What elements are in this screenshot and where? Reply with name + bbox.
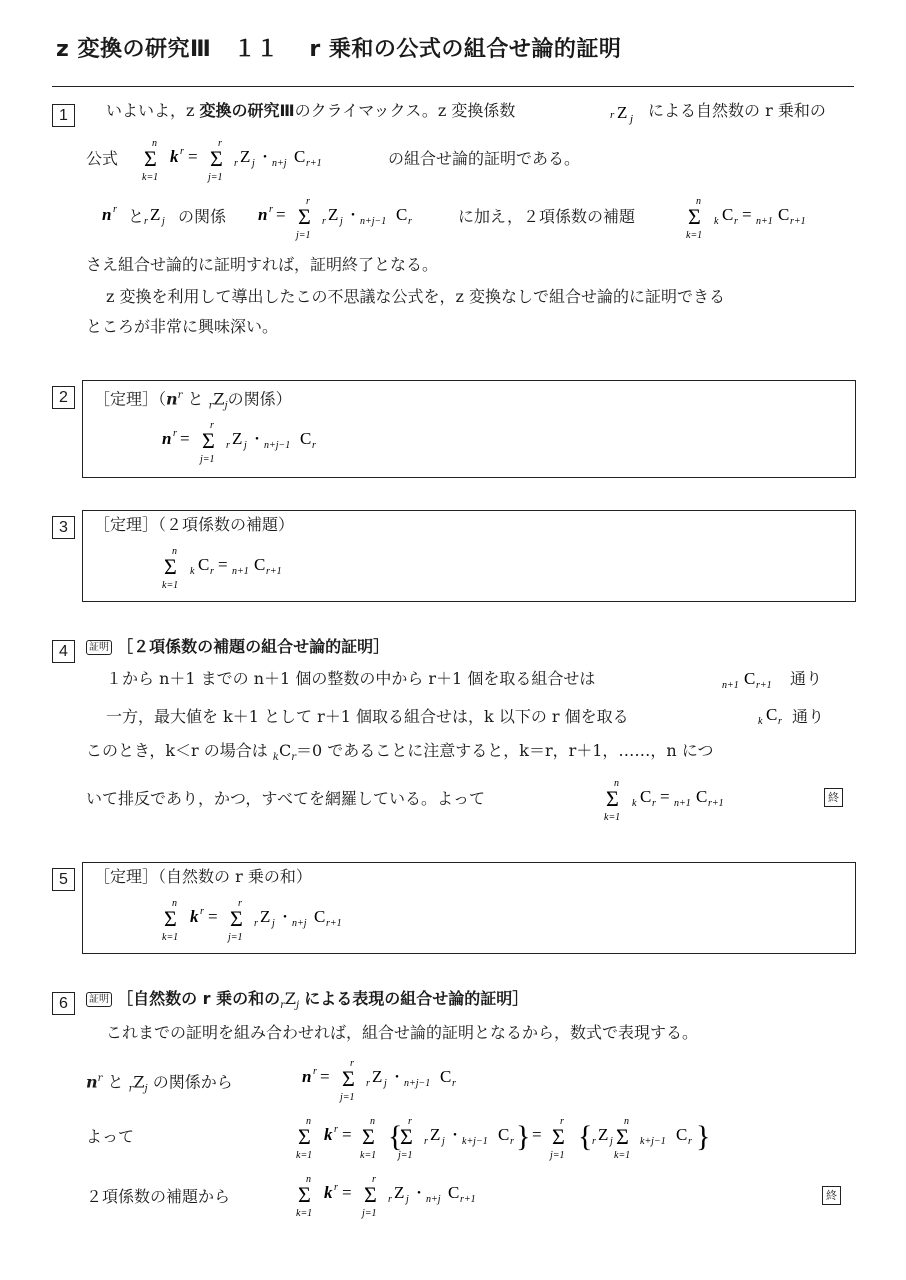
sum2-lower: j=1	[362, 1208, 377, 1219]
dot: ・	[258, 151, 272, 166]
s1-line4: さえ組合せ論的に証明すれば，証明終了となる。	[86, 255, 439, 274]
r-exp: r	[173, 428, 177, 439]
sum-sign: Σ	[202, 428, 215, 453]
s1-line1-c: による自然数の r 乗和の	[648, 101, 826, 120]
r-exp: r	[334, 1124, 338, 1135]
sum2-lower: k=1	[360, 1150, 377, 1161]
Z: Z	[372, 1067, 383, 1086]
s1-line1	[106, 100, 515, 122]
s6-row2-label: よって	[86, 1127, 135, 1146]
sum-sign: Σ	[606, 786, 619, 811]
left-brace-2: {	[578, 1120, 593, 1153]
C2-sub: r+1	[790, 216, 806, 227]
k-var: k	[324, 1125, 333, 1144]
sum-upper: n	[152, 138, 157, 149]
C-pre-sub: n+1	[722, 680, 739, 691]
s4-heading-row	[86, 636, 389, 658]
r-pre: r	[424, 1136, 428, 1147]
C-pre-sub: k	[714, 216, 719, 227]
j-sub: j	[162, 216, 165, 227]
sum-lower: k=1	[142, 172, 159, 183]
C2-pre-sub: n+1	[756, 216, 773, 227]
r-exp: r	[269, 204, 273, 215]
C-sub: r+1	[756, 680, 772, 691]
j-sub: j	[340, 216, 343, 227]
r-exp: r	[334, 1182, 338, 1193]
s4-line2-a: 一方，最大値を k＋1 として r＋1 個取る組合せは，k 以下の r 個を取る	[106, 707, 629, 726]
sum2-lower: j=1	[208, 172, 223, 183]
s4-line2-b: 通り	[792, 707, 825, 726]
s1-n-r	[100, 200, 130, 230]
math-j-sub: j	[630, 113, 634, 125]
sum-upper: n	[306, 1116, 311, 1127]
r-exp: r	[313, 1066, 317, 1077]
sum2-lower: j=1	[228, 932, 243, 943]
dot: ・	[390, 1071, 404, 1086]
sum-lower: k=1	[162, 932, 179, 943]
s1-rZj	[142, 200, 178, 230]
j-sub: j	[384, 1078, 387, 1089]
sum-upper: r	[210, 420, 214, 431]
k-var: k	[170, 147, 179, 166]
n-var: n	[162, 429, 172, 448]
s3-header: ［定理］（２項係数の補題）	[94, 515, 295, 534]
sum4-upper: r	[560, 1116, 564, 1127]
sum-sign: Σ	[164, 554, 177, 579]
sum4-sign: Σ	[552, 1124, 565, 1149]
s6-heading-row: 証明 ［自然数の r 乗の和の$_rZ_j$ による表現の組合せ論的証明］	[86, 988, 528, 1017]
sum2-sign: Σ	[364, 1182, 377, 1207]
sum-upper: n	[306, 1174, 311, 1185]
section-number-3: 3	[52, 516, 75, 539]
Z: Z	[260, 907, 271, 926]
C-pre-sub: n+j	[292, 918, 307, 929]
sum5-lower: k=1	[614, 1150, 631, 1161]
C: C	[396, 205, 408, 224]
sum-sign: Σ	[164, 906, 177, 931]
r-pre: r	[226, 440, 230, 451]
math-Z: Z	[617, 103, 628, 122]
s4-binom-2	[756, 700, 796, 730]
sum-upper: r	[350, 1058, 354, 1069]
C2-pre-sub: n+1	[674, 798, 691, 809]
proof-badge: 証明	[86, 992, 112, 1007]
s6-heading-a: ［自然数の r 乗の和の	[117, 989, 281, 1008]
s2-formula	[160, 418, 360, 470]
r-pre: r	[144, 216, 148, 227]
C2: C	[696, 787, 708, 806]
C-sub: r+1	[306, 158, 322, 169]
r-pre: r	[388, 1194, 392, 1205]
Z: Z	[328, 205, 339, 224]
dot: ・	[278, 911, 292, 926]
C-sub: r	[408, 216, 412, 227]
k-var: k	[190, 907, 199, 926]
sum-upper: n	[614, 778, 619, 789]
sum-sign: Σ	[298, 1182, 311, 1207]
j-sub: j	[244, 440, 247, 451]
dot: ・	[412, 1187, 426, 1202]
r-exp: r	[180, 146, 184, 157]
sum2-upper: r	[238, 898, 242, 909]
C-pre-sub: n+j−1	[404, 1078, 431, 1089]
section-number-4: 4	[52, 640, 75, 663]
s4-line4: いて排反であり，かつ，すべてを網羅している。よって	[86, 789, 486, 808]
sum2-sign: Σ	[210, 146, 223, 171]
s6-row1-b: の関係から	[152, 1072, 233, 1092]
section-number-6: 6	[52, 992, 75, 1015]
Z: Z	[150, 205, 161, 224]
end-mark-4: 終	[824, 788, 843, 807]
proof-badge: 証明	[86, 640, 112, 655]
s1-formula-main	[138, 136, 378, 188]
sum-lower: k=1	[162, 580, 179, 591]
r-pre2: r	[592, 1136, 596, 1147]
C: C	[498, 1125, 510, 1144]
sum-lower: k=1	[686, 230, 703, 241]
dot: ・	[250, 433, 264, 448]
C2-pre-sub: k+j−1	[640, 1136, 666, 1147]
s4-line1-a: １から n＋1 までの n＋1 個の整数の中から r＋1 個を取る組合せは	[106, 669, 596, 688]
dot: ・	[346, 209, 360, 224]
Z: Z	[232, 429, 243, 448]
j-sub: j	[442, 1136, 445, 1147]
section-number-1: 1	[52, 104, 75, 127]
j-sub: j	[406, 1194, 409, 1205]
C-pre-sub: k	[758, 716, 763, 727]
equals: =	[660, 787, 670, 806]
C-sub: r	[210, 566, 214, 577]
C-pre-sub: k+j−1	[462, 1136, 488, 1147]
C: C	[314, 907, 326, 926]
C: C	[300, 429, 312, 448]
C: C	[744, 669, 756, 688]
s4-formula	[602, 776, 762, 828]
C2-sub: r	[688, 1136, 692, 1147]
right-brace-2: }	[696, 1120, 711, 1153]
left-brace: {	[388, 1120, 403, 1153]
s4-line3-b: ＝0 であることに注意すると，k＝r，r＋1，……，n につ	[295, 741, 714, 760]
n-var: n	[102, 205, 112, 224]
s1-line2-b: の組合せ論的証明である。	[388, 149, 581, 168]
C-sub: r	[652, 798, 656, 809]
s5-header: ［定理］（自然数の r 乗の和）	[94, 867, 312, 886]
Z2: Z	[598, 1125, 609, 1144]
s1-rZj-inline	[608, 98, 652, 126]
C-pre-sub: k	[190, 566, 195, 577]
C-sub: r	[510, 1136, 514, 1147]
s1-line1-b: のクライマックス。z 変換係数	[294, 101, 516, 120]
r-exp: r	[200, 906, 204, 917]
equals: =	[342, 1183, 352, 1202]
sum-sign: Σ	[342, 1066, 355, 1091]
sum-sign: Σ	[298, 1124, 311, 1149]
s2-header: ［定理$](n^r$ と $_rZ_j$の関係）	[94, 389, 292, 412]
C-pre-sub: k	[632, 798, 637, 809]
s6-row1-a: と	[107, 1072, 124, 1092]
s2-header-b: と	[187, 389, 204, 409]
s2-header-a: ［定理］（	[94, 389, 167, 409]
C-sub: r+1	[460, 1194, 476, 1205]
r-exp: r	[113, 204, 117, 215]
s1-line5: z 変換を利用して導出したこの不思議な公式を，z 変換なしで組合せ論的に証明できる	[106, 287, 726, 306]
s6-line1: これまでの証明を組み合わせれば，組合せ論的証明となるから，数式で表現する。	[106, 1023, 699, 1042]
sum-upper: n	[172, 546, 177, 557]
sum-sign: Σ	[688, 204, 701, 229]
equals: =	[276, 205, 286, 224]
sum-lower: k=1	[604, 812, 621, 823]
k-var: k	[324, 1183, 333, 1202]
C-sub: r+1	[326, 918, 342, 929]
sum4-lower: j=1	[550, 1150, 565, 1161]
equals: =	[218, 555, 228, 574]
C-pre-sub: n+j−1	[264, 440, 291, 451]
s4-binom-1	[720, 664, 790, 694]
equals2: =	[532, 1125, 542, 1144]
C: C	[448, 1183, 460, 1202]
C2: C	[778, 205, 790, 224]
s4-line3-a: このとき，k＜r の場合は	[86, 741, 273, 760]
sum2-upper: n	[370, 1116, 375, 1127]
sum2-sign: Σ	[362, 1124, 375, 1149]
end-mark-6: 終	[822, 1186, 841, 1205]
n-var: n	[258, 205, 268, 224]
sum-upper: n	[172, 898, 177, 909]
C2-pre-sub: n+1	[232, 566, 249, 577]
C-pre-sub: n+j	[272, 158, 287, 169]
sum2-upper: r	[218, 138, 222, 149]
C-sub: r	[452, 1078, 456, 1089]
s3-formula	[160, 544, 320, 596]
C-sub: r	[734, 216, 738, 227]
j-sub: j	[272, 918, 275, 929]
sum5-sign: Σ	[616, 1124, 629, 1149]
s6-row1-label: $n^r$ と $_rZ_j$ の関係から	[86, 1072, 233, 1095]
s6-formula-2	[294, 1112, 734, 1168]
equals: =	[742, 205, 752, 224]
r-pre: r	[234, 158, 238, 169]
C: C	[440, 1067, 452, 1086]
s1-line1-a: いよいよ，z	[106, 101, 195, 120]
s1-formula-lemma	[684, 194, 844, 246]
page-title: z 変換の研究Ⅲ １１ r 乗和の公式の組合せ論的証明	[56, 37, 622, 62]
math-r-sub: r	[610, 109, 615, 121]
C-pre-sub: n+j	[426, 1194, 441, 1205]
equals: =	[188, 147, 198, 166]
sum-lower: k=1	[296, 1150, 313, 1161]
s6-row3-label: ２項係数の補題から	[86, 1187, 231, 1206]
s1-line3-b: の関係	[178, 207, 227, 226]
r-pre: r	[322, 216, 326, 227]
sum-upper: r	[306, 196, 310, 207]
sum5-upper: n	[624, 1116, 629, 1127]
C2: C	[676, 1125, 688, 1144]
s6-formula-3	[294, 1172, 524, 1224]
s1-line1-bold: 変換の研究Ⅲ	[199, 101, 295, 120]
sum3-lower: j=1	[398, 1150, 413, 1161]
sum-lower: j=1	[340, 1092, 355, 1103]
sum-sign: Σ	[298, 204, 311, 229]
C2-sub: r+1	[708, 798, 724, 809]
equals: =	[342, 1125, 352, 1144]
s4-line3: このとき，k＜r の場合は $_kC_r=0$ であることに注意すると，k＝r，r＋1，……，n につ	[86, 741, 714, 764]
s2-header-c: の関係）	[227, 389, 292, 409]
s6-formula-1	[300, 1056, 500, 1108]
C2-sub: r+1	[266, 566, 282, 577]
s1-formula-relation	[256, 194, 456, 246]
sum2-sign: Σ	[230, 906, 243, 931]
j-sub: j	[252, 158, 255, 169]
C-sub: r	[778, 716, 782, 727]
s4-heading: ［２項係数の補題の組合せ論的証明］	[117, 637, 390, 656]
C2: C	[254, 555, 266, 574]
C: C	[722, 205, 734, 224]
sum3-sign: Σ	[400, 1124, 413, 1149]
sum-lower: k=1	[296, 1208, 313, 1219]
C: C	[640, 787, 652, 806]
section-number-2: 2	[52, 386, 75, 409]
r-pre: r	[366, 1078, 370, 1089]
title-rule	[52, 86, 854, 87]
s1-line3-a: と	[128, 207, 145, 226]
C: C	[294, 147, 306, 166]
Z: Z	[394, 1183, 405, 1202]
C-pre-sub: n+j−1	[360, 216, 387, 227]
sum3-upper: r	[408, 1116, 412, 1127]
sum2-upper: r	[372, 1174, 376, 1185]
s1-line6: ところが非常に興味深い。	[86, 317, 279, 336]
dot: ・	[448, 1129, 462, 1144]
Z: Z	[430, 1125, 441, 1144]
s5-formula	[160, 896, 380, 948]
s1-line2-a: 公式	[86, 149, 119, 168]
section-number-5: 5	[52, 868, 75, 891]
Z: Z	[240, 147, 251, 166]
C: C	[198, 555, 210, 574]
sum-lower: j=1	[200, 454, 215, 465]
sum-upper: n	[696, 196, 701, 207]
s6-heading-b: による表現の組合せ論的証明］	[304, 989, 529, 1008]
s4-line1-b: 通り	[790, 669, 823, 688]
right-brace: }	[516, 1120, 531, 1153]
equals: =	[208, 907, 218, 926]
s1-line3-c: に加え，２項係数の補題	[458, 207, 635, 226]
r-pre: r	[254, 918, 258, 929]
equals: =	[180, 429, 190, 448]
sum-lower: j=1	[296, 230, 311, 241]
sum-sign: Σ	[144, 146, 157, 171]
C-sub: r	[312, 440, 316, 451]
equals: =	[320, 1067, 330, 1086]
C: C	[766, 705, 778, 724]
j-sub2: j	[610, 1136, 613, 1147]
n-var: n	[302, 1067, 312, 1086]
